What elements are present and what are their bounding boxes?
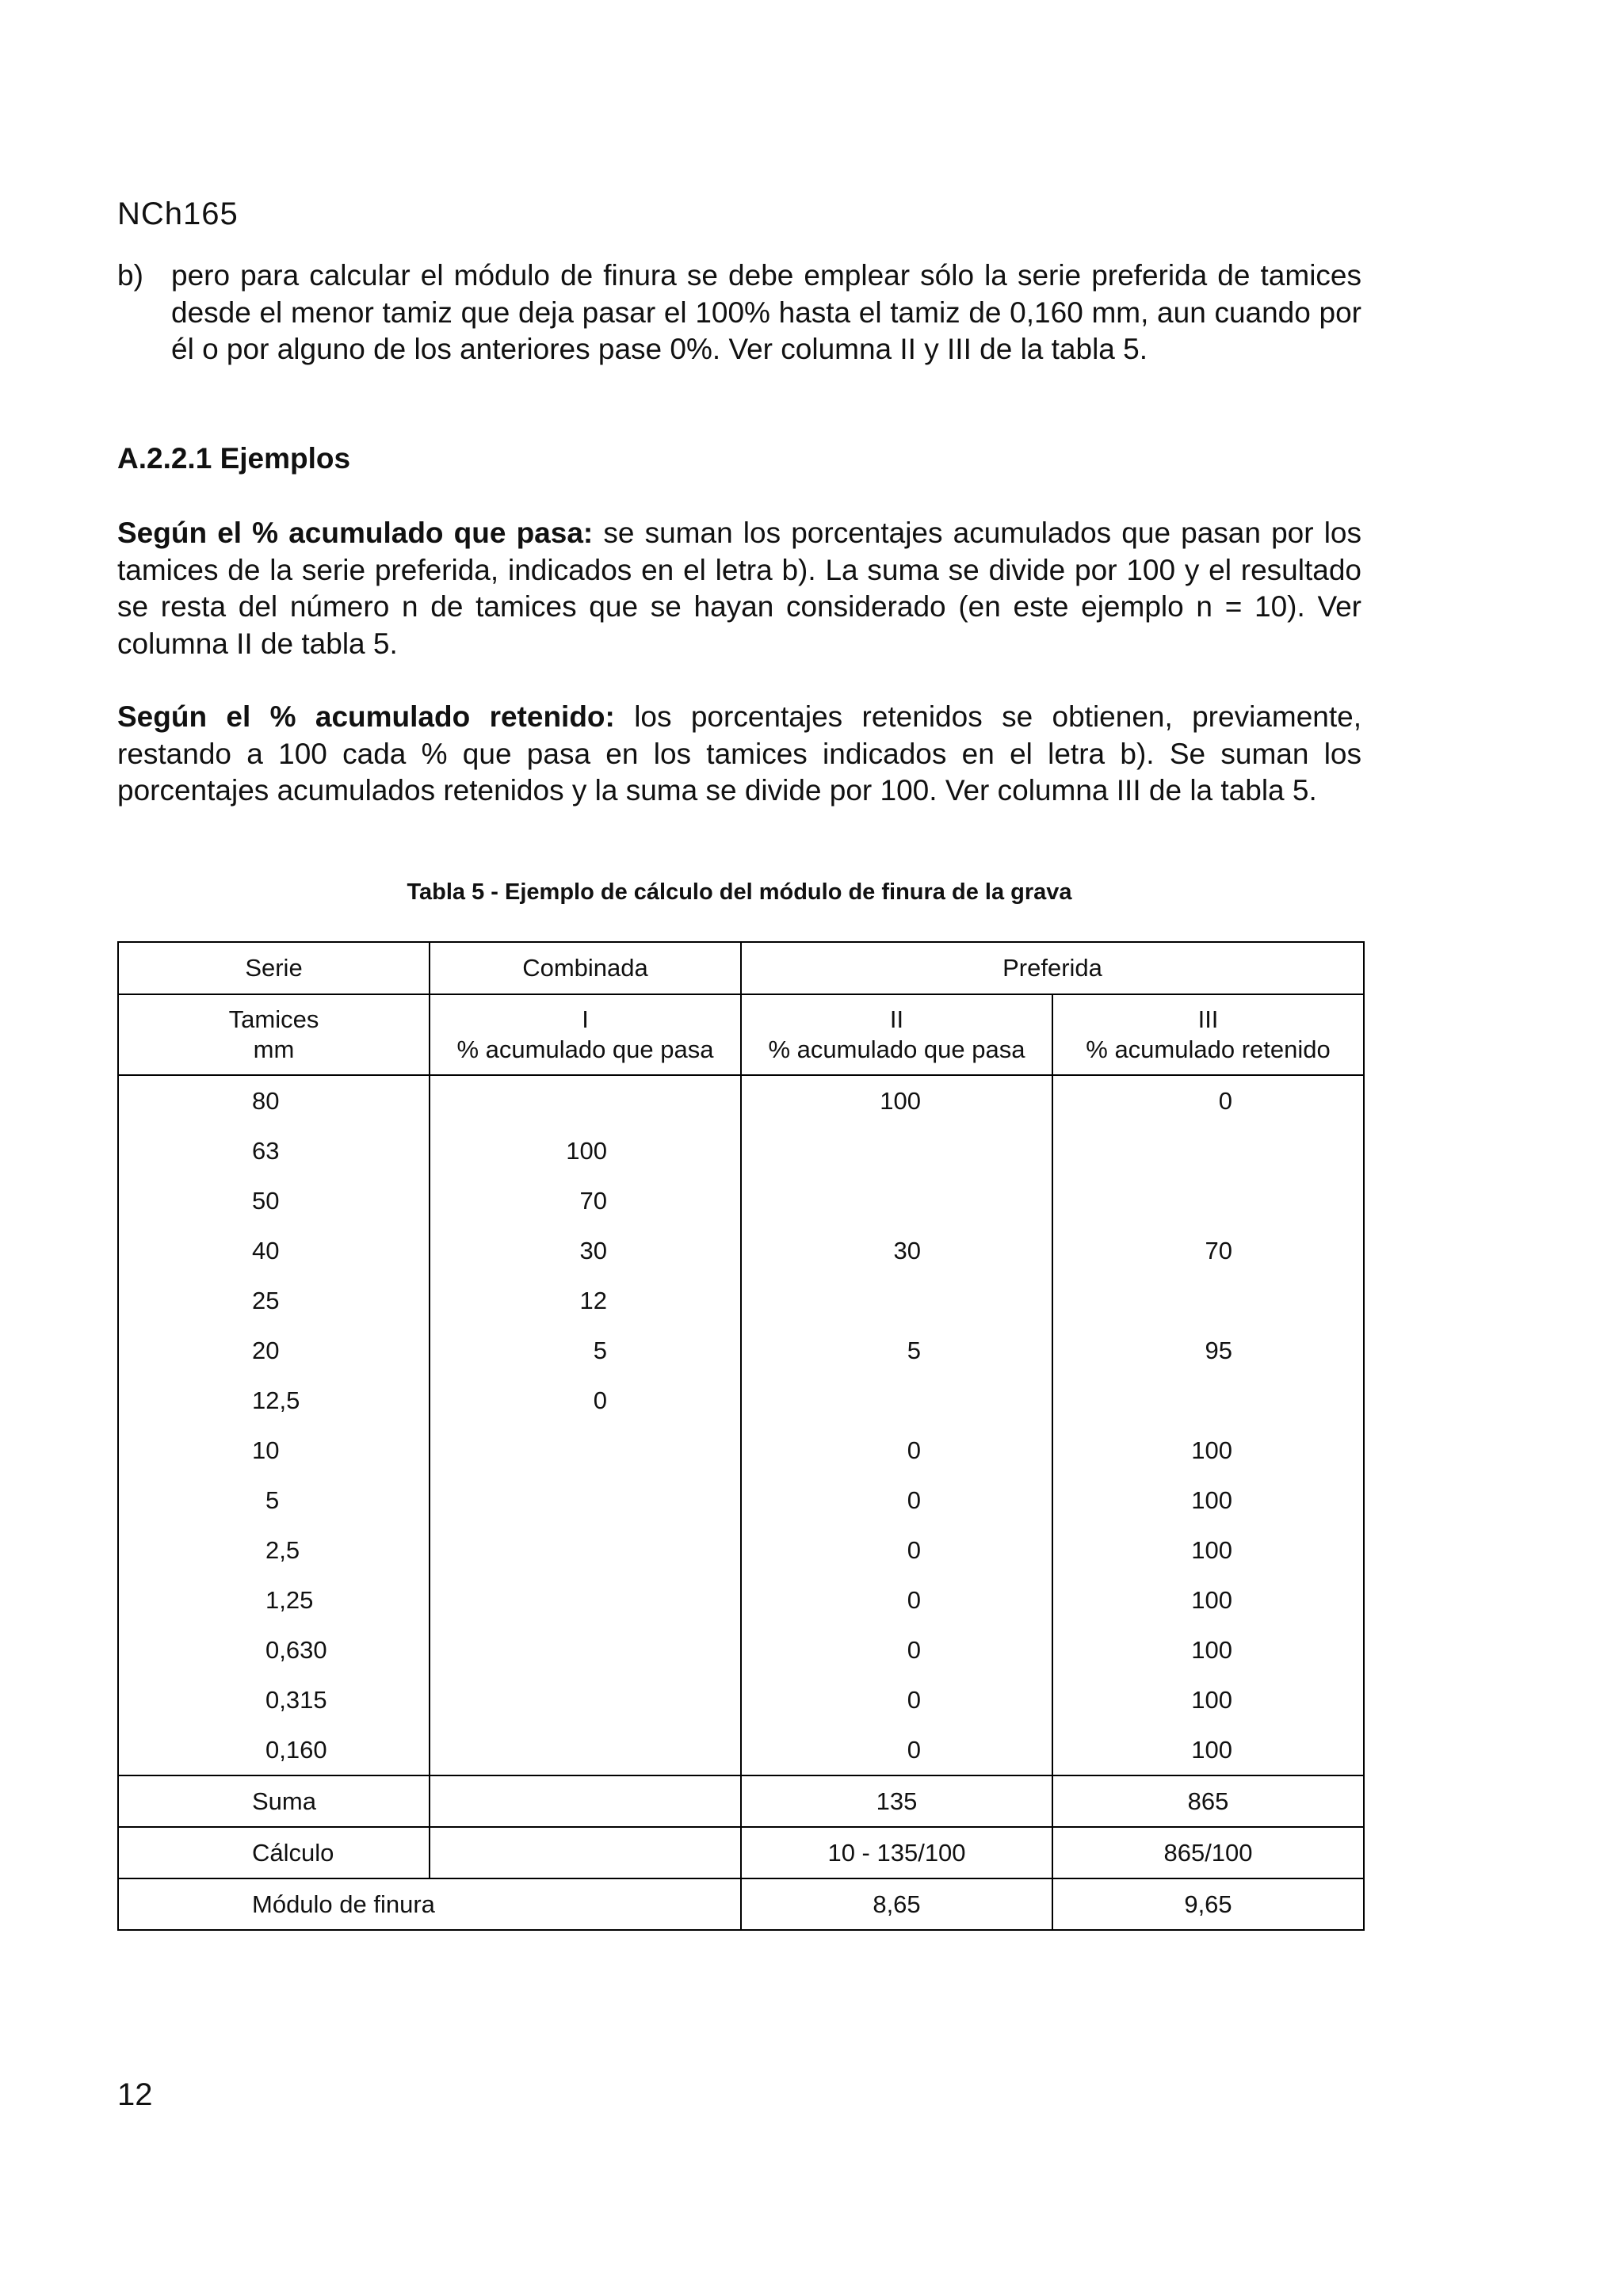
cell-col3: 70	[1052, 1226, 1364, 1276]
cell-sieve: 80	[118, 1075, 430, 1126]
header-col-3-roman: III	[1197, 1005, 1219, 1033]
cell-col2	[741, 1126, 1052, 1176]
cell-col2	[741, 1276, 1052, 1325]
table-row	[118, 1075, 1364, 1126]
cell-sieve: 50	[118, 1176, 430, 1226]
cell-sieve: 0,160	[118, 1725, 430, 1775]
cell-col1	[430, 1675, 741, 1725]
cell-col3: 100	[1052, 1575, 1364, 1625]
table-row	[118, 1525, 1364, 1575]
header-serie: Serie	[118, 942, 430, 994]
cell-col2: 30	[741, 1226, 1052, 1276]
table-row	[118, 1425, 1364, 1475]
header-preferida: Preferida	[741, 942, 1364, 994]
calculo-row	[118, 1827, 1364, 1878]
suma-label: Suma	[118, 1775, 430, 1827]
cell-sieve: 12,5	[118, 1375, 430, 1425]
header-col-2-roman: II	[889, 1005, 904, 1033]
cell-col2: 0	[741, 1475, 1052, 1525]
cell-col3	[1052, 1276, 1364, 1325]
cell-col2: 0	[741, 1525, 1052, 1575]
cell-col3: 100	[1052, 1625, 1364, 1675]
table-caption: Tabla 5 - Ejemplo de cálculo del módulo de finura de la grava	[407, 879, 1072, 905]
document-code: NCh165	[117, 196, 239, 231]
cell-col2: 5	[741, 1325, 1052, 1375]
calculo-col-1	[430, 1827, 741, 1878]
cell-col2	[741, 1375, 1052, 1425]
header-tamices	[118, 994, 430, 1075]
table-row	[118, 1475, 1364, 1525]
cell-sieve: 40	[118, 1226, 430, 1276]
header-tamices-line2: mm	[253, 1035, 295, 1063]
cell-col1: 70	[430, 1176, 741, 1226]
table-row	[118, 1126, 1364, 1176]
calculo-col-2: 10 - 135/100	[741, 1827, 1052, 1878]
modulo-col-3: 9,65	[1052, 1878, 1364, 1930]
list-item-text: pero para calcular el módulo de finura se debe emplear sólo la serie preferida de tamices desde el menor tamiz que deja pasar el 100% hasta el tamiz de 0,160 mm, aun cuando por él o por alguno de los anteriores pase 0%. Ver columna II y III de la tabla 5.	[171, 259, 1361, 365]
header-row	[118, 942, 1364, 994]
cell-col1: 5	[430, 1325, 741, 1375]
cell-col2: 0	[741, 1725, 1052, 1775]
table-row	[118, 1575, 1364, 1625]
table-row	[118, 1325, 1364, 1375]
cell-col2	[741, 1176, 1052, 1226]
cell-col1: 30	[430, 1226, 741, 1276]
modulo-row	[118, 1878, 1364, 1930]
cell-col2: 100	[741, 1075, 1052, 1126]
table-row	[118, 1375, 1364, 1425]
table-row	[118, 1725, 1364, 1775]
table-row	[118, 1276, 1364, 1325]
paragraph-lead: Según el % acumulado retenido:	[117, 700, 615, 733]
cell-col3: 100	[1052, 1525, 1364, 1575]
cell-col3: 100	[1052, 1475, 1364, 1525]
calculo-col-3: 865/100	[1052, 1827, 1364, 1878]
table-row	[118, 1176, 1364, 1226]
cell-col2: 0	[741, 1625, 1052, 1675]
cell-col1	[430, 1425, 741, 1475]
header-tamices-line1: Tamices	[228, 1005, 319, 1033]
suma-col-3: 865	[1052, 1775, 1364, 1827]
cell-col1	[430, 1075, 741, 1126]
paragraph-pasa	[117, 515, 1361, 662]
list-marker: b)	[117, 259, 143, 292]
header-col-2	[741, 994, 1052, 1075]
header-col-2-label: % acumulado que pasa	[768, 1035, 1025, 1063]
paragraph-text: se suman los porcentajes acumulados que pasan por los tamices de la serie preferida, indicados en el letra b). La suma se divide por 100 y el resultado se resta del número n de tamices que se hayan considerado (en este ejemplo n = 10). Ver columna II de tabla 5.	[117, 517, 1362, 660]
paragraph-lead: Según el % acumulado que pasa:	[117, 517, 594, 549]
cell-col1: 12	[430, 1276, 741, 1325]
table-row	[118, 1625, 1364, 1675]
cell-col3: 100	[1052, 1725, 1364, 1775]
page-number: 12	[117, 2077, 153, 2112]
list-item-b	[117, 257, 1361, 368]
paragraph-retenido	[117, 699, 1361, 810]
cell-col2: 0	[741, 1675, 1052, 1725]
cell-col1	[430, 1525, 741, 1575]
cell-sieve: 63	[118, 1126, 430, 1176]
cell-col2: 0	[741, 1425, 1052, 1475]
header-combinada: Combinada	[430, 942, 741, 994]
calculo-label: Cálculo	[118, 1827, 430, 1878]
modulo-col-2: 8,65	[741, 1878, 1052, 1930]
cell-col3: 95	[1052, 1325, 1364, 1375]
cell-col1	[430, 1625, 741, 1675]
cell-sieve: 0,315	[118, 1675, 430, 1725]
cell-col1	[430, 1475, 741, 1525]
cell-col3	[1052, 1176, 1364, 1226]
cell-sieve: 25	[118, 1276, 430, 1325]
modulo-label: Módulo de finura	[118, 1878, 741, 1930]
cell-sieve: 5	[118, 1475, 430, 1525]
header-col-3-label: % acumulado retenido	[1086, 1035, 1331, 1063]
cell-col1: 100	[430, 1126, 741, 1176]
fineness-modulus-table	[117, 941, 1365, 1931]
cell-sieve: 2,5	[118, 1525, 430, 1575]
table-row	[118, 1226, 1364, 1276]
header-col-1-label: % acumulado que pasa	[456, 1035, 714, 1063]
cell-col1	[430, 1575, 741, 1625]
table-row	[118, 1675, 1364, 1725]
header-col-1-roman: I	[582, 1005, 589, 1033]
suma-col-2: 135	[741, 1775, 1052, 1827]
section-heading: A.2.2.1 Ejemplos	[117, 442, 351, 475]
cell-col3: 100	[1052, 1675, 1364, 1725]
paragraph-text: los porcentajes retenidos se obtienen, previamente, restando a 100 cada % que pasa en los tamices indicados en el letra b). Se suman los porcentajes acumulados retenidos y la suma se divide por 100. Ver columna III de la tabla 5.	[117, 700, 1361, 807]
cell-col3	[1052, 1126, 1364, 1176]
cell-sieve: 20	[118, 1325, 430, 1375]
cell-col2: 0	[741, 1575, 1052, 1625]
cell-sieve: 0,630	[118, 1625, 430, 1675]
cell-col3: 0	[1052, 1075, 1364, 1126]
cell-col3: 100	[1052, 1425, 1364, 1475]
cell-col1	[430, 1725, 741, 1775]
header-col-1	[430, 994, 741, 1075]
table-body	[118, 1075, 1364, 1775]
cell-col1: 0	[430, 1375, 741, 1425]
header-col-3	[1052, 994, 1364, 1075]
cell-sieve: 1,25	[118, 1575, 430, 1625]
suma-row	[118, 1775, 1364, 1827]
cell-sieve: 10	[118, 1425, 430, 1475]
suma-col-1	[430, 1775, 741, 1827]
cell-col3	[1052, 1375, 1364, 1425]
header-row-2	[118, 994, 1364, 1075]
